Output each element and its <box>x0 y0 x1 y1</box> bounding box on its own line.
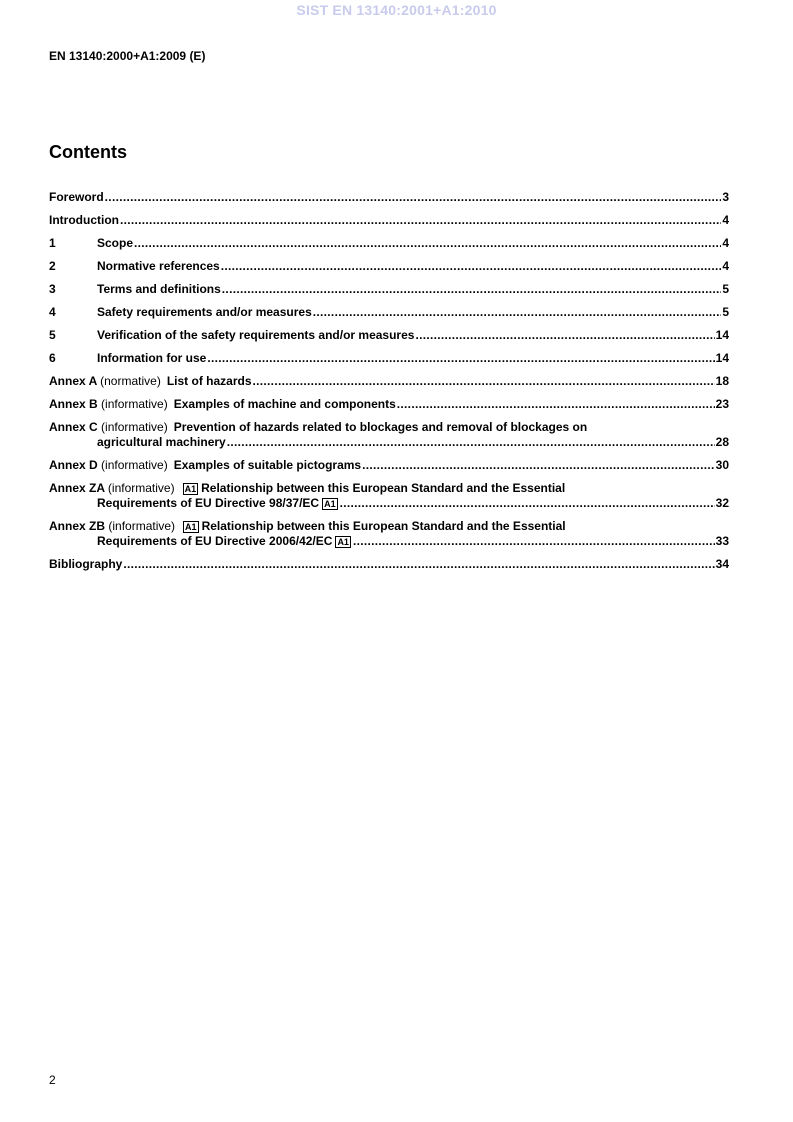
toc-entry-bibliography[interactable] <box>49 557 729 572</box>
toc-entry-text: Prevention of hazards related to blockages and removal of blockages on <box>173 420 588 434</box>
dot-leader <box>120 213 721 228</box>
toc-entry-text-continued: Requirements of EU Directive 98/37/EC <box>97 496 320 510</box>
toc-page-number: 5 <box>722 282 729 296</box>
toc-entry-information-for-use[interactable] <box>49 351 729 366</box>
annex-type: (normative) <box>100 374 161 388</box>
clause-number: 1 <box>49 236 56 250</box>
toc-page-number: 5 <box>722 305 729 319</box>
toc-entry-annex-d[interactable] <box>49 458 729 473</box>
dot-leader <box>253 374 715 389</box>
clause-number: 3 <box>49 282 56 296</box>
annex-type: (informative) <box>108 519 176 533</box>
toc-page-number: 28 <box>715 435 729 449</box>
toc-page-number: 3 <box>722 190 729 204</box>
toc-entry-foreword[interactable] <box>49 190 729 205</box>
annex-type: (informative) <box>101 397 168 411</box>
toc-entry-text: Normative references <box>97 259 220 273</box>
dot-leader <box>313 305 722 320</box>
dot-leader <box>134 236 721 251</box>
toc-entry-verification[interactable] <box>49 328 729 343</box>
annex-label <box>49 519 175 534</box>
annex-label <box>49 420 168 435</box>
toc-entry-text: Safety requirements and/or measures <box>97 305 312 319</box>
toc-entry-text: List of hazards <box>166 374 252 388</box>
toc-page-number: 14 <box>715 328 729 342</box>
annex-id: Annex ZB <box>49 519 106 533</box>
toc-entry-text: Relationship between this European Standard and the Essential <box>201 481 566 495</box>
dot-leader <box>222 282 722 297</box>
toc-page-number: 4 <box>722 236 729 250</box>
toc-entry-text: Introduction <box>49 213 119 227</box>
amendment-start-marker-icon: A1 <box>185 522 197 532</box>
toc-page-number: 23 <box>715 397 729 411</box>
page-number: 2 <box>49 1073 56 1087</box>
toc-entry-annex-zb[interactable] <box>49 519 729 549</box>
amendment-start-marker-icon: A1 <box>184 484 197 494</box>
watermark: SIST EN 13140:2001+A1:2010 <box>296 2 497 18</box>
annex-id: Annex C <box>49 420 98 434</box>
dot-leader <box>353 534 715 549</box>
dot-leader <box>207 351 714 366</box>
dot-leader <box>340 496 715 511</box>
annex-label <box>49 458 168 473</box>
toc-entry-text: Bibliography <box>49 557 123 571</box>
toc-entry-text: Foreword <box>49 190 104 204</box>
toc-page-number: 14 <box>715 351 729 365</box>
toc-entry-text: Terms and definitions <box>97 282 221 296</box>
toc-page-number: 33 <box>715 534 729 548</box>
annex-type: (informative) <box>101 458 168 472</box>
toc-page-number: 18 <box>715 374 729 388</box>
toc-entry-introduction[interactable] <box>49 213 729 228</box>
dot-leader <box>221 259 722 274</box>
annex-type: (informative) <box>101 420 168 434</box>
toc-page-number: 4 <box>722 259 729 273</box>
toc-page-number: 32 <box>715 496 729 510</box>
annex-type: (informative) <box>107 481 175 495</box>
dot-leader <box>105 190 722 205</box>
toc-entry-text: Information for use <box>97 351 207 365</box>
page-title: Contents <box>49 142 127 162</box>
annex-label <box>49 481 175 496</box>
annex-id: Annex ZA <box>49 481 105 495</box>
clause-number: 4 <box>49 305 56 319</box>
amendment-end-marker-icon: A1 <box>324 499 336 509</box>
amendment-end-marker-icon: A1 <box>337 537 349 547</box>
toc-entry-text: Examples of machine and components <box>173 397 396 411</box>
annex-id: Annex D <box>49 458 98 472</box>
dot-leader <box>397 397 715 412</box>
toc-entry-text: Scope <box>97 236 134 250</box>
toc-entry-annex-za[interactable] <box>49 481 729 511</box>
dot-leader <box>123 557 714 572</box>
toc-entry-annex-a[interactable] <box>49 374 729 389</box>
clause-number: 5 <box>49 328 56 342</box>
toc-page-number: 30 <box>715 458 729 472</box>
dot-leader <box>415 328 714 343</box>
annex-label <box>49 374 161 389</box>
toc-entry-text: Relationship between this European Standard and the Essential <box>201 519 566 533</box>
toc-entry-text: Verification of the safety requirements and/or measures <box>97 328 415 342</box>
toc-entry-safety-requirements[interactable] <box>49 305 729 320</box>
toc-entry-annex-b[interactable] <box>49 397 729 412</box>
dot-leader <box>362 458 715 473</box>
annex-id: Annex B <box>49 397 98 411</box>
clause-number: 2 <box>49 259 56 273</box>
document-id: EN 13140:2000+A1:2009 (E) <box>49 49 206 63</box>
clause-number: 6 <box>49 351 56 365</box>
annex-id: Annex A <box>49 374 97 388</box>
toc-entry-terms-and-definitions[interactable] <box>49 282 729 297</box>
dot-leader <box>227 435 715 450</box>
annex-label <box>49 397 168 412</box>
toc-entry-annex-c[interactable] <box>49 420 729 450</box>
toc-entry-text: Examples of suitable pictograms <box>173 458 362 472</box>
toc-entry-text-continued: Requirements of EU Directive 2006/42/EC <box>97 534 333 548</box>
table-of-contents <box>49 190 729 580</box>
toc-entry-scope[interactable] <box>49 236 729 251</box>
toc-page-number: 4 <box>722 213 729 227</box>
toc-entry-text-continued: agricultural machinery <box>97 435 226 449</box>
toc-page-number: 34 <box>715 557 729 571</box>
toc-entry-normative-references[interactable] <box>49 259 729 274</box>
